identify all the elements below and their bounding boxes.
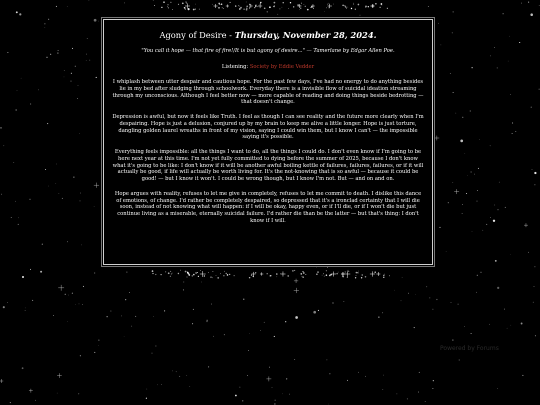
- entry-date: Thursday, November 28, 2024.: [234, 30, 377, 40]
- entry-paragraph: Hope argues with reality, refuses to let me give in completely, refuses to let me commit to death. I dislike this dance of emotions, of change. I'd rather be completely despaired, so depressed that it's a ironclad certainty that I will die soon, instead of not knowing what will happen: if I will be okay, happy even, or if I'll die, or if I won't die but just continue living as a miserable, eternally suicidal failure. I'd rather die than be the latter — but that's thing: I don't know if I will.: [114, 190, 422, 224]
- epigraph-quote: "You call it hope — that fire of fire!/It is but agony of desire..." — Tamerlane by Edgar Allen Poe.: [141, 48, 395, 55]
- entry-title: [112, 31, 424, 40]
- sparkle-border-bottom: [150, 268, 390, 280]
- song-link[interactable]: Society by Eddie Vedder: [249, 63, 315, 70]
- background-watermark: Powered by Forums: [440, 345, 499, 352]
- listening-label: Listening:: [221, 63, 250, 70]
- entry-title-text: Agony of Desire -: [159, 30, 235, 40]
- entry-paragraph: Depression is awful, but now it feels like Truth. I feel as though I can see reality and the future more clearly when I'm despairing. Hope is just a delusion, conjured up by my brain to keep me alive a little longer. Hope is just torture, dangling golden laurel wreaths in front of my vision, saying I could win them, but I know I can't — the impossible saying it's possible.: [112, 114, 424, 141]
- journal-entry-box: [103, 19, 433, 265]
- listening-line: [112, 64, 424, 71]
- sparkle-border-top: [150, 0, 390, 12]
- entry-paragraph: Everything feels impossible: all the things I want to do, all the things I could do. I don't even know if I'm going to be here next year at this time. I'm not yet fully committed to dying before the summer of 2025, because I don't know what it's going to be like: I don't know if it will be another awful boiling kettle of failures, failures, failures, or if it will actually be good, if life will actually be worth living for. It's the not-knowing that is so awful — because it could be good! — but I know it won't. I could be wrong though, but I know I'm not. But — and on and on.: [112, 149, 424, 183]
- entry-paragraph: I whiplash between utter despair and cautious hope. For the past few days, I've had no energy to do anything besides lie in my bed after sludging through schoolwork. Everyday there is a invisible flow of suicidal ideation streaming through my unconscious. Although I feel better now — more capable of reading and doing things beside bedrotting — that doesn't change.: [112, 79, 424, 106]
